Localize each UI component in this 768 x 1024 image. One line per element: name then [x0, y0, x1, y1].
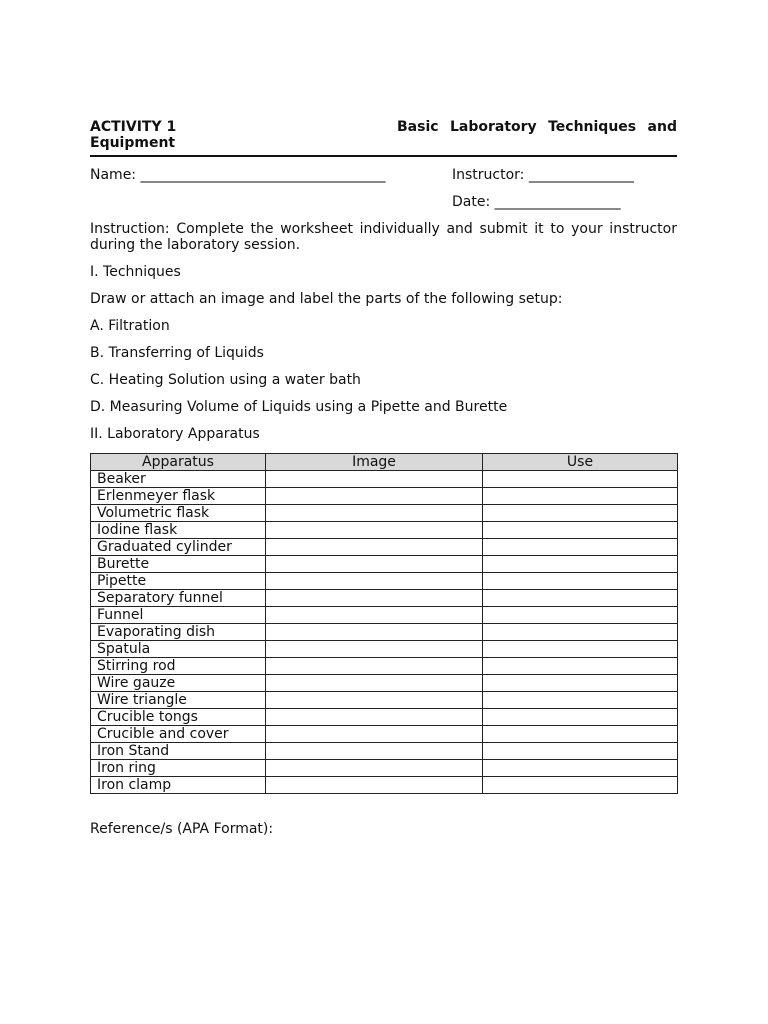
- name-field[interactable]: Name: ___________________________________: [90, 167, 386, 183]
- image-cell[interactable]: [266, 556, 483, 573]
- use-cell[interactable]: [483, 505, 678, 522]
- image-cell[interactable]: [266, 743, 483, 760]
- technique-item: C. Heating Solution using a water bath: [90, 372, 361, 388]
- activity-number: ACTIVITY 1: [90, 119, 177, 135]
- table-row: [91, 556, 678, 573]
- image-cell[interactable]: [266, 624, 483, 641]
- apparatus-table-body: [91, 471, 678, 794]
- image-cell[interactable]: [266, 658, 483, 675]
- title-word: Laboratory: [449, 119, 537, 135]
- use-cell[interactable]: [483, 641, 678, 658]
- image-cell[interactable]: [266, 641, 483, 658]
- image-cell[interactable]: [266, 522, 483, 539]
- title-word: and: [647, 119, 677, 135]
- image-cell[interactable]: [266, 726, 483, 743]
- use-cell[interactable]: [483, 709, 678, 726]
- table-row: [91, 709, 678, 726]
- table-row: [91, 760, 678, 777]
- date-field[interactable]: Date: __________________: [452, 194, 621, 210]
- apparatus-name-cell: Crucible tongs: [91, 709, 266, 726]
- table-row: [91, 624, 678, 641]
- apparatus-name-cell: Burette: [91, 556, 266, 573]
- instructor-field[interactable]: Instructor: _______________: [452, 167, 634, 183]
- apparatus-name-cell: Erlenmeyer flask: [91, 488, 266, 505]
- reference-label: Reference/s (APA Format):: [90, 821, 274, 837]
- apparatus-name-cell: Spatula: [91, 641, 266, 658]
- activity-title: [397, 119, 677, 135]
- table-row: [91, 522, 678, 539]
- use-cell[interactable]: [483, 539, 678, 556]
- use-cell[interactable]: [483, 743, 678, 760]
- image-cell[interactable]: [266, 777, 483, 794]
- technique-item: A. Filtration: [90, 318, 170, 334]
- apparatus-name-cell: Evaporating dish: [91, 624, 266, 641]
- image-cell[interactable]: [266, 675, 483, 692]
- apparatus-name-cell: Iron ring: [91, 760, 266, 777]
- name-instructor-row: [90, 157, 677, 184]
- image-cell[interactable]: [266, 760, 483, 777]
- apparatus-name-cell: Volumetric flask: [91, 505, 266, 522]
- image-cell[interactable]: [266, 590, 483, 607]
- apparatus-name-cell: Iodine flask: [91, 522, 266, 539]
- apparatus-name-cell: Pipette: [91, 573, 266, 590]
- table-row: [91, 658, 678, 675]
- table-row: [91, 488, 678, 505]
- image-cell[interactable]: [266, 607, 483, 624]
- use-cell[interactable]: [483, 692, 678, 709]
- image-cell[interactable]: [266, 709, 483, 726]
- apparatus-name-cell: Iron clamp: [91, 777, 266, 794]
- table-row: [91, 675, 678, 692]
- apparatus-name-cell: Crucible and cover: [91, 726, 266, 743]
- title-word: Basic: [397, 119, 439, 135]
- use-cell[interactable]: [483, 675, 678, 692]
- activity-header: [90, 119, 677, 157]
- table-row: [91, 726, 678, 743]
- technique-item: B. Transferring of Liquids: [90, 345, 264, 361]
- apparatus-name-cell: Funnel: [91, 607, 266, 624]
- techniques-prompt: Draw or attach an image and label the parts of the following setup:: [90, 291, 563, 307]
- use-cell[interactable]: [483, 590, 678, 607]
- image-cell[interactable]: [266, 692, 483, 709]
- use-cell[interactable]: [483, 726, 678, 743]
- use-cell[interactable]: [483, 556, 678, 573]
- image-cell[interactable]: [266, 505, 483, 522]
- column-header-use: Use: [483, 454, 678, 471]
- table-row: [91, 607, 678, 624]
- instruction-text: Instruction: Complete the worksheet individually and submit it to your instructor during the laboratory session.: [90, 221, 677, 253]
- image-cell[interactable]: [266, 539, 483, 556]
- apparatus-name-cell: Stirring rod: [91, 658, 266, 675]
- table-row: [91, 590, 678, 607]
- use-cell[interactable]: [483, 607, 678, 624]
- title-word: Techniques: [548, 119, 637, 135]
- apparatus-name-cell: Iron Stand: [91, 743, 266, 760]
- table-header-row: [91, 454, 678, 471]
- use-cell[interactable]: [483, 522, 678, 539]
- table-row: [91, 692, 678, 709]
- column-header-apparatus: Apparatus: [91, 454, 266, 471]
- table-row: [91, 539, 678, 556]
- apparatus-table: [90, 453, 678, 794]
- use-cell[interactable]: [483, 488, 678, 505]
- table-row: [91, 777, 678, 794]
- use-cell[interactable]: [483, 624, 678, 641]
- image-cell[interactable]: [266, 488, 483, 505]
- use-cell[interactable]: [483, 573, 678, 590]
- apparatus-name-cell: Wire triangle: [91, 692, 266, 709]
- date-row: [90, 184, 677, 211]
- section-apparatus-heading: II. Laboratory Apparatus: [90, 426, 260, 442]
- image-cell[interactable]: [266, 471, 483, 488]
- use-cell[interactable]: [483, 658, 678, 675]
- table-row: [91, 505, 678, 522]
- worksheet-page: [90, 119, 677, 837]
- technique-item: D. Measuring Volume of Liquids using a Pipette and Burette: [90, 399, 508, 415]
- table-row: [91, 743, 678, 760]
- table-row: [91, 573, 678, 590]
- apparatus-name-cell: Wire gauze: [91, 675, 266, 692]
- section-techniques-heading: I. Techniques: [90, 264, 181, 280]
- column-header-image: Image: [266, 454, 483, 471]
- use-cell[interactable]: [483, 760, 678, 777]
- apparatus-name-cell: Beaker: [91, 471, 266, 488]
- apparatus-name-cell: Graduated cylinder: [91, 539, 266, 556]
- activity-title-continued: Equipment: [90, 135, 176, 151]
- use-cell[interactable]: [483, 777, 678, 794]
- use-cell[interactable]: [483, 471, 678, 488]
- image-cell[interactable]: [266, 573, 483, 590]
- table-row: [91, 641, 678, 658]
- table-row: [91, 471, 678, 488]
- apparatus-name-cell: Separatory funnel: [91, 590, 266, 607]
